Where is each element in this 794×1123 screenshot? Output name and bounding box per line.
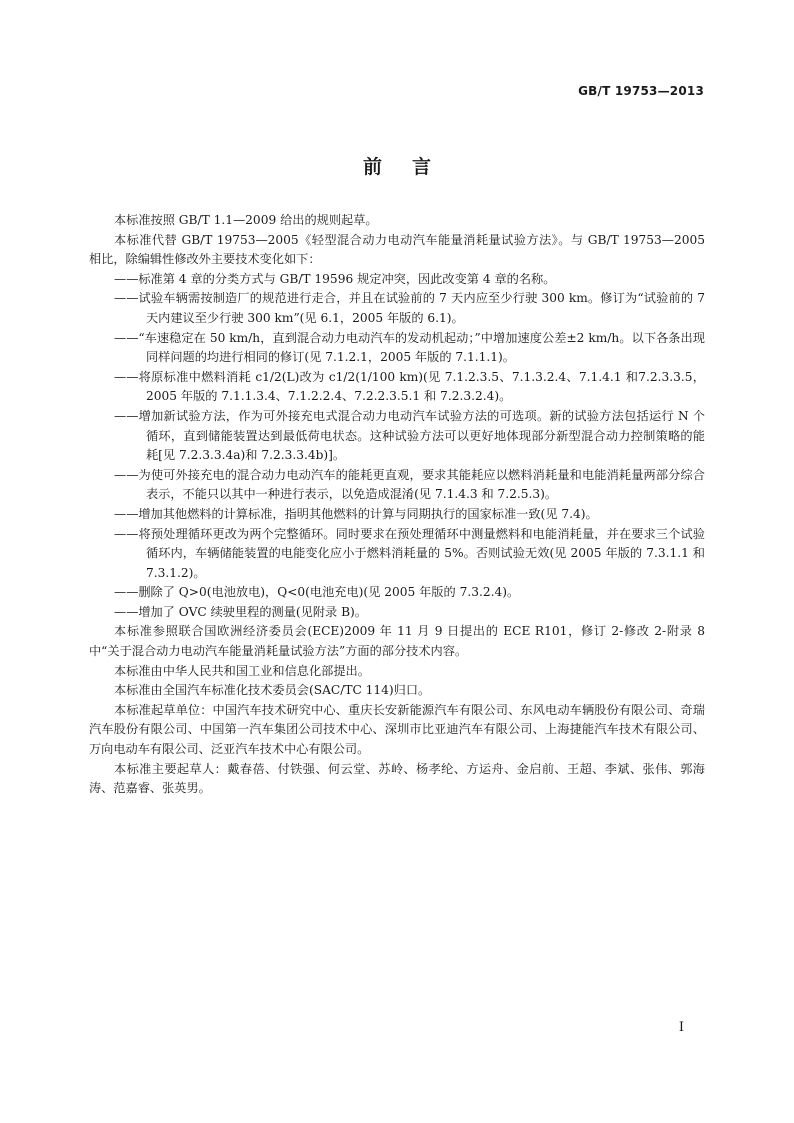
paragraph: 本标准起草单位：中国汽车技术研究中心、重庆长安新能源汽车有限公司、东风电动车辆股份有限公司、奇瑞汽车股份有限公司、中国第一汽车集团公司技术中心、深圳市比亚迪汽车有限公司、上海捷能汽车技术有限公司、万向电动车有限公司、泛亚汽车技术中心有限公司。 xyxy=(89,702,705,757)
paragraph: 本标准参照联合国欧洲经济委员会(ECE)2009 年 11 月 9 日提出的 ECE R101，修订 2-修改 2-附录 8 中“关于混合动力电动汽车能量消耗量试验方法”方面的部分技术内容。 xyxy=(89,624,705,659)
paragraph: 本标准由中华人民共和国工业和信息化部提出。 xyxy=(114,663,370,678)
change-item: ——将原标准中燃料消耗 c1/2(L)改为 c1/2(1/100 km)(见 7.1.2.3.5、7.1.3.2.4、7.1.4.1 和7.2.3.3.5，2005 年版的 7.1.1.3.4、7.1.2.2.4、7.2.2.3.5.1 和 7.2.3.2.4)。 xyxy=(114,369,705,404)
change-item: ——标准第 4 章的分类方式与 GB/T 19596 规定冲突，因此改变第 4 章的名称。 xyxy=(114,271,556,286)
standard-code: GB/T 19753—2013 xyxy=(578,84,704,98)
change-item: ——增加了 OVC 续驶里程的测量(见附录 B)。 xyxy=(114,604,367,619)
paragraph: 本标准按照 GB/T 1.1—2009 给出的规则起草。 xyxy=(114,213,378,227)
change-item: ——试验车辆需按制造厂的规范进行走合，并且在试验前的 7 天内应至少行驶 300 km。修订为“试验前的 7 天内建议至少行驶 300 km”(见 6.1，2005 年版的 6.1)。 xyxy=(114,291,705,325)
change-item: ——将预处理循环更改为两个完整循环。同时要求在预处理循环中测量燃料和电能消耗量，并在要求三个试验循环内，车辆储能装置的电能变化应小于燃料消耗量的 5%。否则试验无效(见 2005 年版的 7.3.1.1 和 7.3.1.2)。 xyxy=(114,526,705,580)
change-item: ——删除了 Q>0(电池放电)，Q<0(电池充电)(见 2005 年版的 7.3.2.4)。 xyxy=(114,585,520,600)
page-number: I xyxy=(678,1020,684,1035)
change-item: ——增加新试验方法，作为可外接充电式混合动力电动汽车试验方法的可选项。新的试验方法包括运行 N 个循环，直到储能装置达到最低荷电状态。这种试验方法可以更好地体现部分新型混合动力控制策略的能耗[见 7.2.3.3.4a)和 7.2.3.3.4b)]。 xyxy=(114,408,705,463)
change-item: ——“车速稳定在 50 km/h，直到混合动力电动汽车的发动机起动；”中增加速度公差±2 km/h。以下各条出现同样问题的均进行相同的修订(见 7.1.2.1，2005 年版的 7.1.1.1)。 xyxy=(114,330,705,365)
paragraph: 本标准由全国汽车标准化技术委员会(SAC/TC 114)归口。 xyxy=(114,683,431,698)
paragraph: 本标准主要起草人：戴春蓓、付铁强、何云堂、苏岭、杨孝纶、方运舟、金启前、王超、李斌、张伟、郭海涛、范嘉睿、张英男。 xyxy=(89,761,705,796)
change-item: ——增加其他燃料的计算标准，指明其他燃料的计算与同期执行的国家标准一致(见 7.4)。 xyxy=(114,506,598,521)
paragraph: 本标准代替 GB/T 19753—2005《轻型混合动力电动汽车能量消耗量试验方法》。与 GB/T 19753—2005 相比，除编辑性修改外主要技术变化如下： xyxy=(89,232,705,267)
page-title: 前言 xyxy=(362,156,461,178)
change-item: ——为使可外接充电的混合动力电动汽车的能耗更直观，要求其能耗应以燃料消耗量和电能消耗量两部分综合表示，不能只以其中一种进行表示，以免造成混淆(见 7.1.4.3 和 7.2.5.3)。 xyxy=(114,467,705,502)
foreword-body xyxy=(89,211,705,799)
